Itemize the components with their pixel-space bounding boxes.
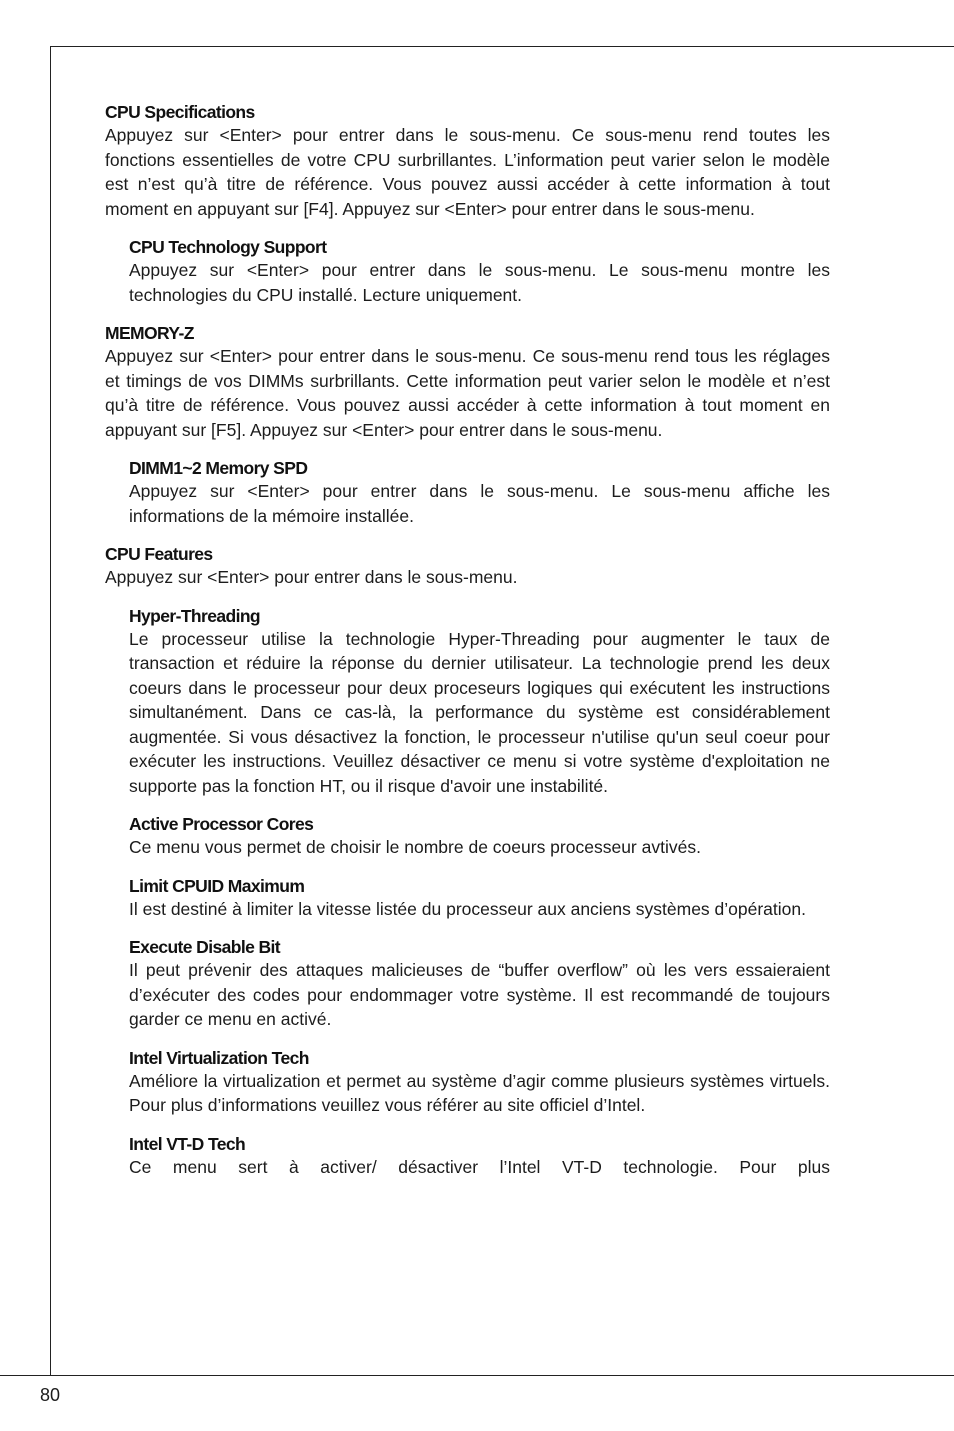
manual-content — [105, 101, 830, 1179]
section-body: Appuyez sur <Enter> pour entrer dans le sous-menu. — [105, 567, 518, 587]
page-number: 80 — [40, 1385, 61, 1405]
section-heading: Intel VT-D Tech — [129, 1133, 246, 1154]
section-body: Appuyez sur <Enter> pour entrer dans le sous-menu. Le sous-menu affiche les informations de la mémoire installée. — [129, 481, 830, 526]
section-execute-disable-bit — [105, 936, 830, 1032]
section-heading: CPU Features — [105, 544, 213, 564]
section-hyper-threading — [105, 605, 830, 799]
section-intel-virtualization-tech — [105, 1047, 830, 1118]
section-memory-z — [105, 322, 830, 442]
page-frame-bottom-rule — [0, 1375, 954, 1376]
section-body: Appuyez sur <Enter> pour entrer dans le sous-menu. Ce sous-menu rend tous les réglages et timings de vos DIMMs surbrillants. Cette information peut varier selon le modèle et n’est qu’à titre de référence. Vous pouvez aussi accéder à cette information à tout moment en appuyant sur [F5]. Appuyez sur <Enter> pour entrer dans le sous-menu. — [105, 346, 830, 440]
page-frame-top-rule — [50, 46, 954, 47]
section-heading: Execute Disable Bit — [129, 937, 281, 957]
section-heading: DIMM1~2 Memory SPD — [129, 458, 308, 478]
section-body: Le processeur utilise la technologie Hyper-Threading pour augmenter le taux de transaction et réduire la réponse du dernier utilisateur. La technologie prend les deux coeurs dans le processeur pour deux proceseurs logiques qui exécutent les instructions simultanément. Dans ce cas-là, la performance du système est considérablement augmentée. Si vous désactivez la fonction, le processeur n'utilise qu'un seul coeur pour exécuter les instructions. Veuillez désactiver ce menu si votre système d'exploitation ne supporte pas la fonction HT, ou il risque d'avoir une instabilité. — [129, 628, 830, 796]
section-intel-vt-d-tech — [105, 1133, 830, 1180]
section-cpu-features — [105, 543, 830, 590]
section-cpu-specifications — [105, 101, 830, 221]
section-body: Il peut prévenir des attaques malicieuses de “buffer overflow” où les vers essaieraient d’exécuter des codes pour endommager votre système. Il est recommandé de toujours garder ce menu en activé. — [129, 960, 830, 1029]
section-body: Ce menu sert à activer/ désactiver l’Intel VT-D technologie. Pour plus — [129, 1156, 830, 1177]
section-body: Il est destiné à limiter la vitesse listée du processeur aux anciens systèmes d’opération. — [129, 898, 806, 919]
section-limit-cpuid-maximum — [105, 875, 830, 922]
section-dimm-memory-spd — [105, 457, 830, 528]
section-heading: Active Processor Cores — [129, 814, 314, 834]
section-body: Ce menu vous permet de choisir le nombre de coeurs processeur avtivés. — [129, 837, 701, 857]
section-body: Améliore la virtualization et permet au système d’agir comme plusieurs systèmes virtuels. Pour plus d’informations veuillez vous référer au site officiel d’Intel. — [129, 1070, 830, 1115]
section-heading: CPU Specifications — [105, 102, 255, 122]
section-heading: Intel Virtualization Tech — [129, 1047, 309, 1068]
section-body: Appuyez sur <Enter> pour entrer dans le sous-menu. Le sous-menu montre les technologies du CPU installé. Lecture uniquement. — [129, 260, 830, 305]
section-heading: Hyper-Threading — [129, 605, 261, 626]
page-frame-left-rule — [50, 46, 51, 1376]
section-heading: Limit CPUID Maximum — [129, 875, 305, 896]
section-body: Appuyez sur <Enter> pour entrer dans le sous-menu. Ce sous-menu rend toutes les fonctions essentielles de votre CPU surbrillantes. L’information peut varier selon le modèle est n’est qu’à titre de référence. Vous pouvez aussi accéder à cette information à tout moment en appuyant sur [F4]. Appuyez sur <Enter> pour entrer dans le sous-menu. — [105, 125, 830, 219]
section-active-processor-cores — [105, 813, 830, 860]
section-heading: MEMORY-Z — [105, 323, 194, 343]
section-cpu-technology-support — [105, 236, 830, 307]
section-heading: CPU Technology Support — [129, 237, 327, 257]
